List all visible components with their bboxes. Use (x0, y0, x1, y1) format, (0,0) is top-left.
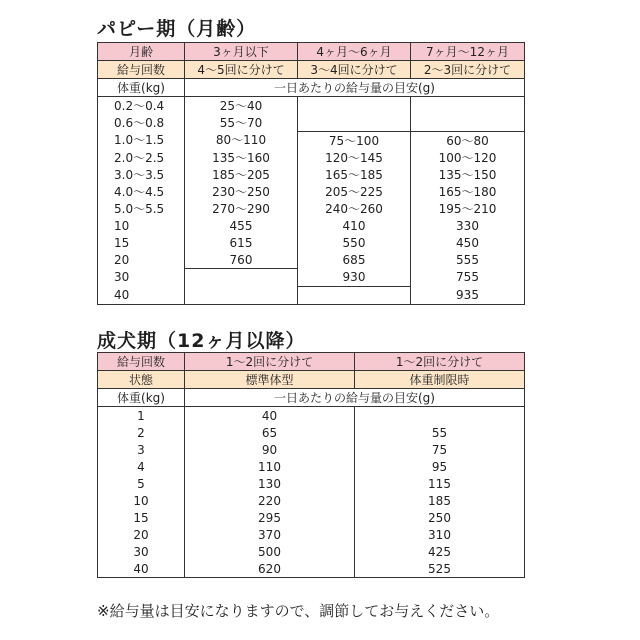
amount-cell: 935 (411, 286, 525, 304)
weight-cell: 4.0〜4.5 (98, 183, 185, 200)
weight-cell: 30 (98, 543, 185, 560)
amount-cell: 65 (185, 424, 355, 441)
age-header-row (98, 43, 525, 61)
amount-cell: 425 (355, 543, 525, 560)
unit-header-row (98, 389, 525, 407)
table-row (98, 217, 525, 234)
amount-cell: 410 (298, 217, 411, 234)
table-row (98, 560, 525, 578)
table-row (98, 114, 525, 132)
weight-cell: 2.0〜2.5 (98, 149, 185, 166)
table-row (98, 234, 525, 251)
weight-cell: 40 (98, 560, 185, 578)
amount-cell: 555 (411, 251, 525, 269)
amount-cell: 525 (355, 560, 525, 578)
amount-cell: 75〜100 (298, 132, 411, 150)
amount-cell: 550 (298, 234, 411, 251)
amount-cell: 95 (355, 458, 525, 475)
amount-cell: 455 (185, 217, 298, 234)
amount-label: 一日あたりの給与量の目安(g) (185, 389, 525, 407)
table-row (98, 475, 525, 492)
amount-cell: 760 (185, 251, 298, 269)
weight-cell: 5.0〜5.5 (98, 200, 185, 217)
footnote: ※給与量は目安になりますので、調節してお与えください。 (97, 602, 500, 620)
amount-cell: 685 (298, 251, 411, 269)
frequency-header-row (98, 61, 525, 79)
weight-cell: 15 (98, 509, 185, 526)
amount-cell: 195〜210 (411, 200, 525, 217)
amount-cell (411, 97, 525, 115)
adult-feeding-table (97, 352, 525, 578)
amount-cell: 615 (185, 234, 298, 251)
amount-cell: 115 (355, 475, 525, 492)
table-row (98, 97, 525, 115)
amount-cell (298, 286, 411, 304)
amount-cell: 40 (185, 407, 355, 425)
weight-label: 体重(kg) (98, 389, 185, 407)
table-row (98, 183, 525, 200)
adult-section-title: 成犬期（12ヶ月以降） (97, 330, 306, 352)
amount-cell: 185 (355, 492, 525, 509)
amount-cell: 620 (185, 560, 355, 578)
amount-cell (185, 286, 298, 304)
table-row (98, 492, 525, 509)
amount-label: 一日あたりの給与量の目安(g) (185, 79, 525, 97)
weight-cell: 5 (98, 475, 185, 492)
amount-cell (298, 114, 411, 132)
amount-cell (355, 407, 525, 425)
amount-cell: 110 (185, 458, 355, 475)
frequency-col-3: 2〜3回に分けて (411, 61, 525, 79)
amount-cell: 135〜160 (185, 149, 298, 166)
amount-cell: 135〜150 (411, 166, 525, 183)
frequency-col-1: 1〜2回に分けて (185, 353, 355, 371)
amount-cell: 270〜290 (185, 200, 298, 217)
state-header-row (98, 371, 525, 389)
weight-cell: 3.0〜3.5 (98, 166, 185, 183)
table-row (98, 286, 525, 304)
weight-cell: 40 (98, 286, 185, 304)
weight-cell: 15 (98, 234, 185, 251)
amount-cell: 55 (355, 424, 525, 441)
table-row (98, 149, 525, 166)
amount-cell: 55〜70 (185, 114, 298, 132)
weight-cell: 0.6〜0.8 (98, 114, 185, 132)
amount-cell: 120〜145 (298, 149, 411, 166)
table-row (98, 509, 525, 526)
amount-cell: 370 (185, 526, 355, 543)
table-row (98, 407, 525, 425)
amount-cell: 220 (185, 492, 355, 509)
amount-cell: 185〜205 (185, 166, 298, 183)
amount-cell: 130 (185, 475, 355, 492)
weight-cell: 10 (98, 492, 185, 509)
amount-cell (185, 269, 298, 287)
amount-cell: 100〜120 (411, 149, 525, 166)
amount-cell: 330 (411, 217, 525, 234)
weight-cell: 4 (98, 458, 185, 475)
amount-cell (411, 114, 525, 132)
table-row (98, 200, 525, 217)
frequency-header-row (98, 353, 525, 371)
amount-cell: 310 (355, 526, 525, 543)
table-row (98, 251, 525, 269)
amount-cell: 75 (355, 441, 525, 458)
frequency-label: 給与回数 (98, 353, 185, 371)
amount-cell: 80〜110 (185, 132, 298, 150)
amount-cell: 165〜185 (298, 166, 411, 183)
amount-cell: 230〜250 (185, 183, 298, 200)
table-row (98, 132, 525, 150)
state-col-2: 体重制限時 (355, 371, 525, 389)
amount-cell: 250 (355, 509, 525, 526)
weight-cell: 20 (98, 251, 185, 269)
amount-cell: 930 (298, 269, 411, 287)
table-row (98, 458, 525, 475)
weight-cell: 1 (98, 407, 185, 425)
age-label: 月齢 (98, 43, 185, 61)
weight-cell: 20 (98, 526, 185, 543)
table-row (98, 166, 525, 183)
age-col-1: 3ヶ月以下 (185, 43, 298, 61)
age-col-2: 4ヶ月〜6ヶ月 (298, 43, 411, 61)
weight-cell: 0.2〜0.4 (98, 97, 185, 115)
frequency-label: 給与回数 (98, 61, 185, 79)
puppy-feeding-table (97, 42, 525, 305)
frequency-col-2: 1〜2回に分けて (355, 353, 525, 371)
amount-cell: 60〜80 (411, 132, 525, 150)
table-row (98, 424, 525, 441)
unit-header-row (98, 79, 525, 97)
amount-cell: 25〜40 (185, 97, 298, 115)
table-row (98, 441, 525, 458)
amount-cell: 295 (185, 509, 355, 526)
state-col-1: 標準体型 (185, 371, 355, 389)
amount-cell: 90 (185, 441, 355, 458)
weight-cell: 2 (98, 424, 185, 441)
amount-cell: 240〜260 (298, 200, 411, 217)
weight-cell: 30 (98, 269, 185, 287)
weight-cell: 1.0〜1.5 (98, 132, 185, 150)
amount-cell: 165〜180 (411, 183, 525, 200)
amount-cell (298, 97, 411, 115)
amount-cell: 500 (185, 543, 355, 560)
weight-label: 体重(kg) (98, 79, 185, 97)
weight-cell: 3 (98, 441, 185, 458)
age-col-3: 7ヶ月〜12ヶ月 (411, 43, 525, 61)
frequency-col-1: 4〜5回に分けて (185, 61, 298, 79)
state-label: 状態 (98, 371, 185, 389)
table-row (98, 543, 525, 560)
amount-cell: 450 (411, 234, 525, 251)
amount-cell: 205〜225 (298, 183, 411, 200)
frequency-col-2: 3〜4回に分けて (298, 61, 411, 79)
puppy-section-title: パピー期（月齢） (97, 18, 257, 40)
weight-cell: 10 (98, 217, 185, 234)
table-row (98, 526, 525, 543)
table-row (98, 269, 525, 287)
amount-cell: 755 (411, 269, 525, 287)
